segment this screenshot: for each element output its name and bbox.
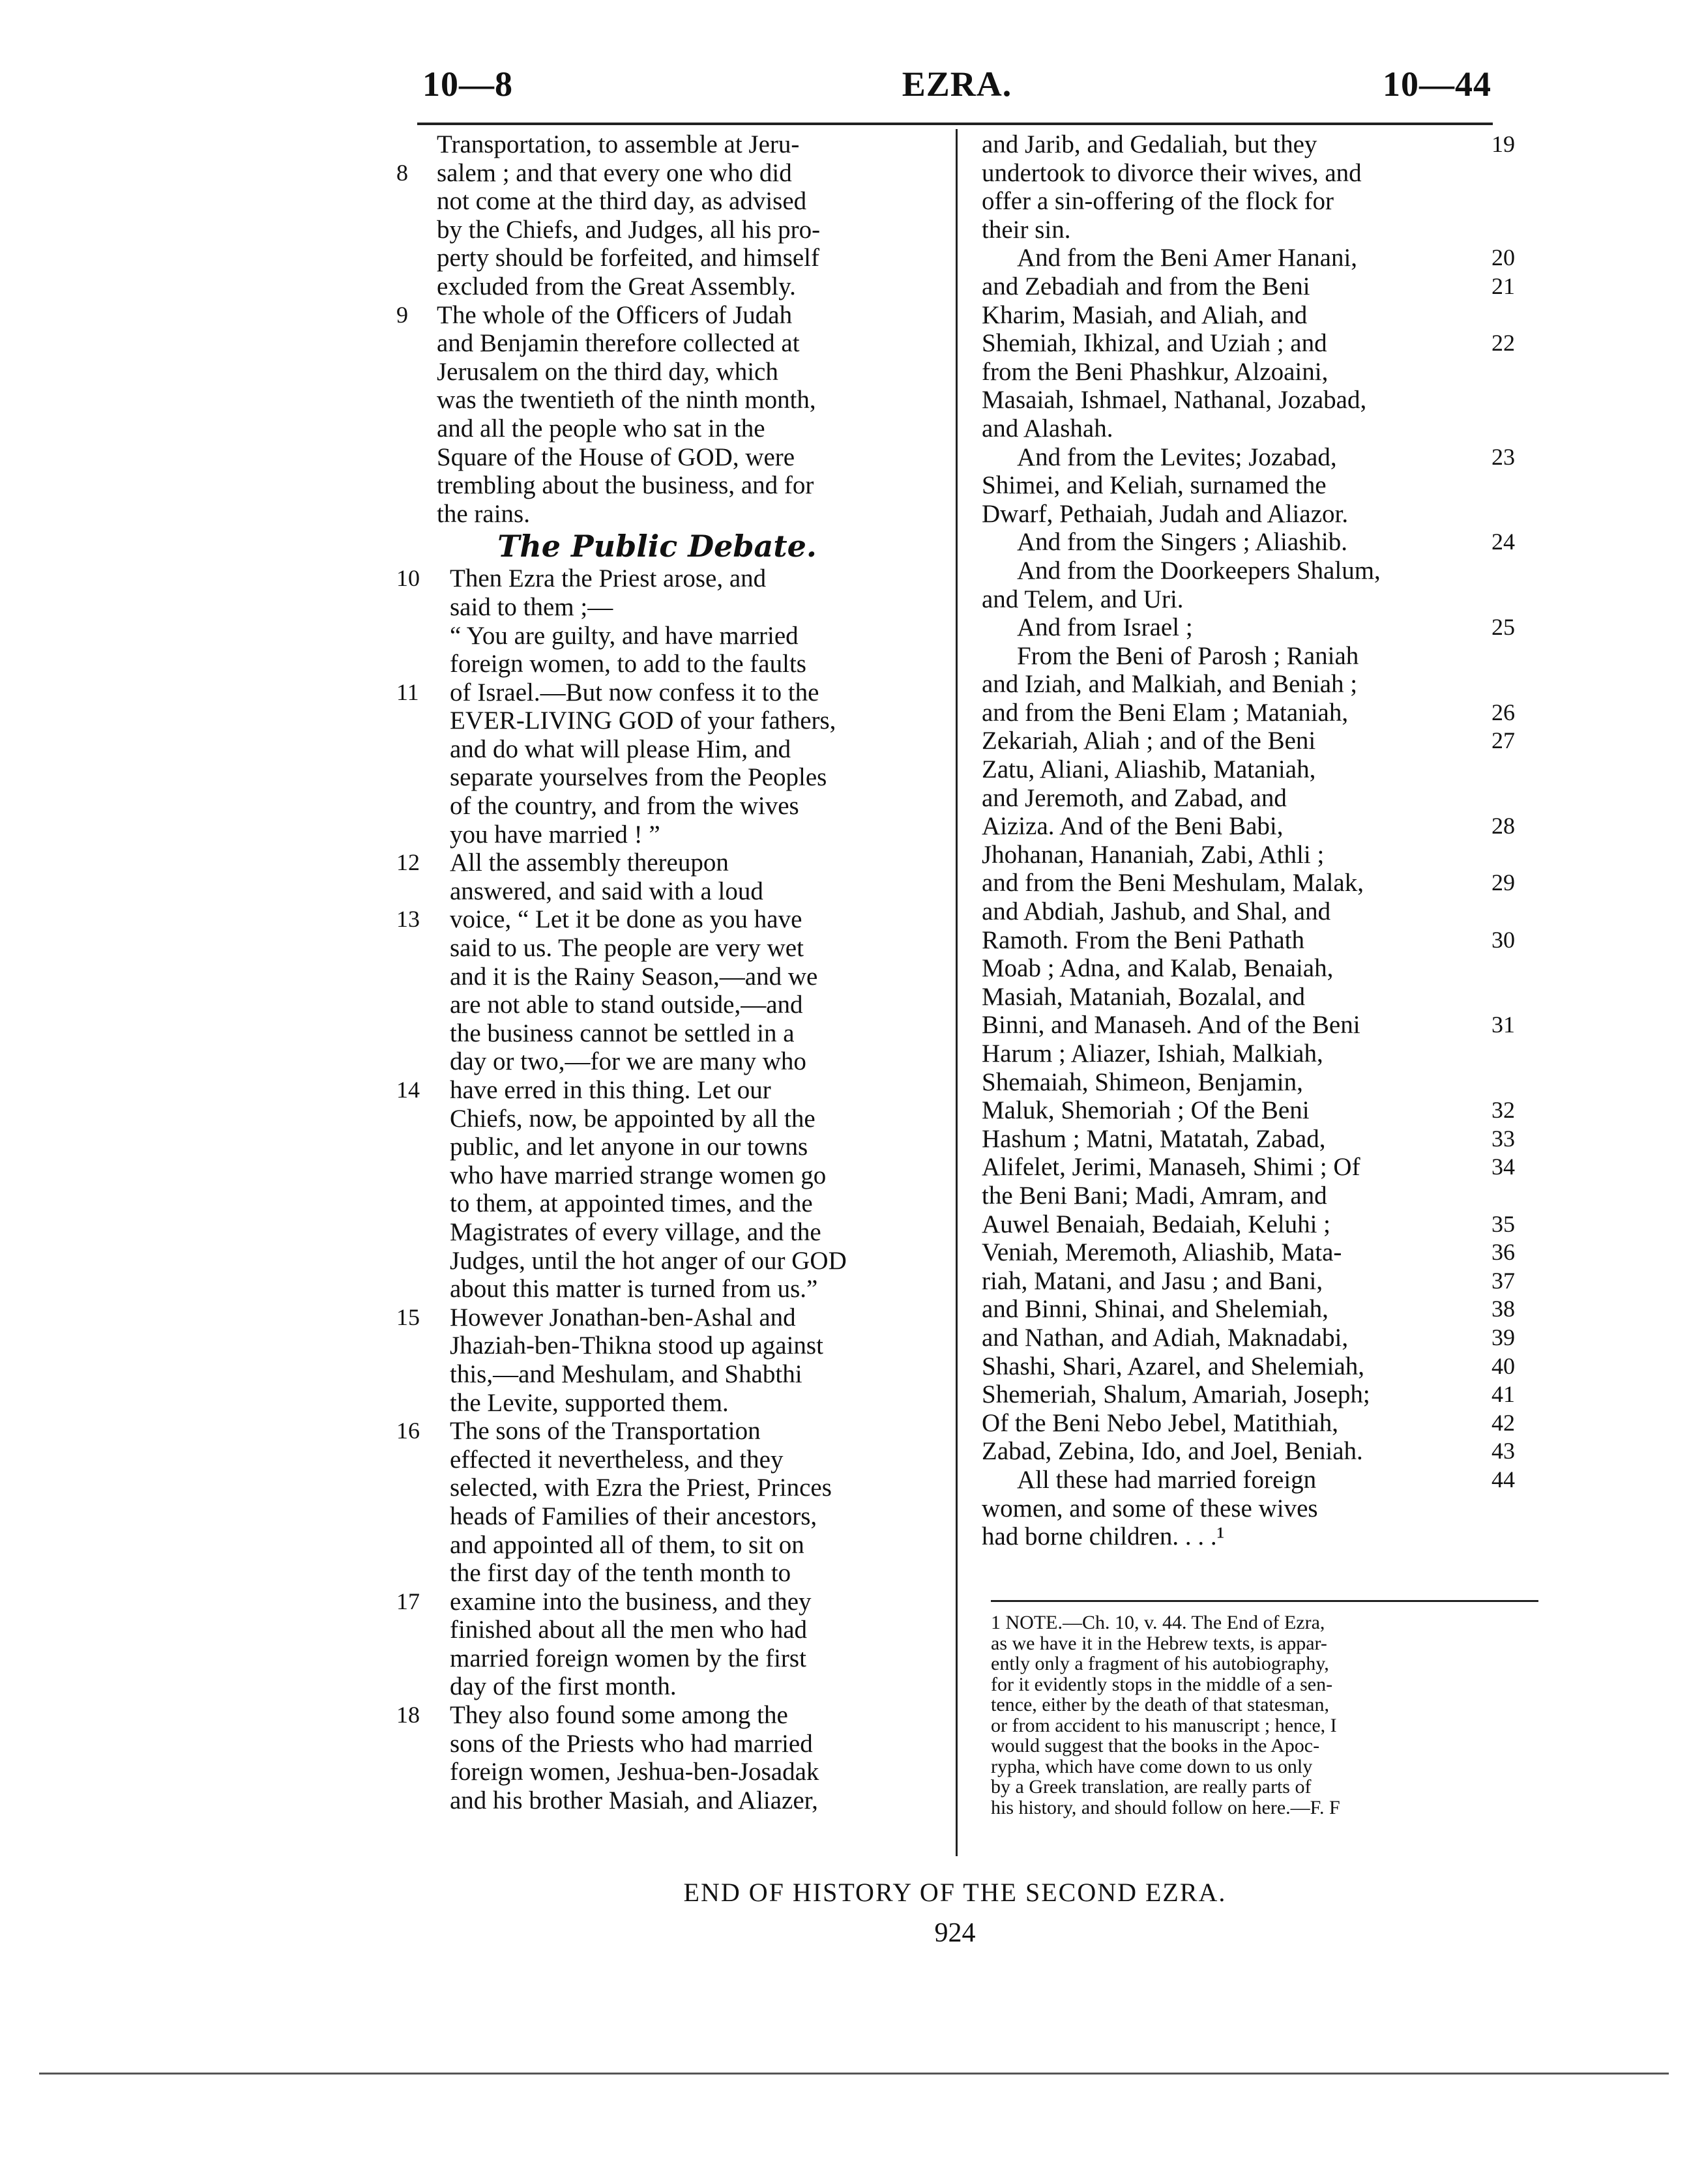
text-line (396, 244, 944, 272)
text-line (396, 1730, 944, 1758)
line-text: was the twentieth of the ninth month, (437, 386, 816, 415)
verse-number: 42 (1491, 1409, 1515, 1436)
line-text: and Binni, Shinai, and Shelemiah, (982, 1295, 1329, 1324)
line-text: the Beni Bani; Madi, Amram, and (982, 1181, 1327, 1210)
text-line (396, 471, 944, 500)
verse-number: 12 (396, 849, 420, 876)
verse-number: 44 (1491, 1466, 1515, 1492)
verse-number: 28 (1491, 813, 1515, 839)
line-text: day or two,—for we are many who (450, 1047, 806, 1076)
text-line (975, 1409, 1536, 1438)
line-text: of Israel.—But now confess it to the (450, 678, 819, 706)
footnote-line: by a Greek translation, are really parts of (991, 1776, 1312, 1798)
verse-number: 34 (1491, 1154, 1515, 1180)
line-text: and Jarib, and Gedaliah, but they (982, 130, 1317, 158)
verse-number: 33 (1491, 1125, 1515, 1152)
text-line (975, 926, 1536, 955)
right-column (975, 130, 1536, 1551)
text-line (975, 1324, 1536, 1352)
verse-number: 9 (396, 301, 408, 328)
line-text: and Alashah. (982, 414, 1113, 443)
text-line (396, 1019, 944, 1048)
text-line (396, 216, 944, 244)
text-line (975, 1380, 1536, 1409)
line-text: EVER-LIVING GOD of your fathers, (450, 706, 836, 735)
text-line (975, 500, 1536, 529)
line-text: and Nathan, and Adiah, Maknadabi, (982, 1323, 1349, 1352)
text-line (396, 706, 944, 735)
line-text: Then Ezra the Priest arose, and (450, 564, 767, 593)
header-rule (417, 123, 1493, 125)
line-text: Shemaiah, Shimeon, Benjamin, (982, 1068, 1303, 1096)
verse-number: 15 (396, 1303, 420, 1330)
line-text: And from the Beni Amer Hanani, (1017, 244, 1358, 272)
text-line (975, 727, 1536, 755)
line-text: excluded from the Great Assembly. (437, 272, 796, 300)
verse-number: 25 (1491, 614, 1515, 641)
line-text: and do what will please Him, and (450, 735, 791, 763)
verse-number: 37 (1491, 1267, 1515, 1294)
line-text: Veniah, Meremoth, Aliashib, Mata- (982, 1238, 1342, 1267)
line-text: They also found some among the (450, 1701, 788, 1730)
verse-number: 19 (1491, 131, 1515, 157)
verse-number: 39 (1491, 1324, 1515, 1350)
text-line (975, 358, 1536, 386)
text-line (396, 1559, 944, 1588)
footnote-line: or from accident to his manuscript ; hence, I (991, 1714, 1337, 1736)
footnote-line: 1 NOTE.—Ch. 10, v. 44. The End of Ezra, (991, 1612, 1325, 1633)
text-line (975, 130, 1536, 159)
line-text: And from Israel ; (1017, 613, 1193, 642)
text-line (975, 699, 1536, 727)
line-text: who have married strange women go (450, 1161, 827, 1189)
text-line (396, 130, 944, 159)
line-text: and Iziah, and Malkiah, and Beniah ; (982, 670, 1358, 699)
line-text: All the assembly thereupon (450, 849, 729, 877)
running-header (422, 64, 1491, 116)
line-text: are not able to stand outside,—and (450, 991, 803, 1019)
verse-number: 18 (396, 1702, 420, 1728)
text-line (975, 812, 1536, 841)
text-line (975, 897, 1536, 926)
line-text: Zabad, Zebina, Ido, and Joel, Beniah. (982, 1437, 1363, 1466)
text-line (396, 1332, 944, 1360)
line-text: have erred in this thing. Let our (450, 1076, 771, 1104)
text-line (975, 1352, 1536, 1381)
line-text: Masaiah, Ishmael, Nathanal, Jozabad, (982, 386, 1367, 415)
line-text: said to us. The people are very wet (450, 934, 804, 963)
text-line (396, 650, 944, 678)
text-line (396, 849, 944, 877)
text-line (396, 329, 944, 358)
line-text: effected it nevertheless, and they (450, 1445, 784, 1474)
text-line (975, 1040, 1536, 1068)
line-text: and it is the Rainy Season,—and we (450, 962, 818, 991)
line-text: perty should be forfeited, and himself (437, 244, 819, 272)
text-line (396, 991, 944, 1019)
line-text: Harum ; Aliazer, Ishiah, Malkiah, (982, 1040, 1323, 1068)
footnote (991, 1612, 1538, 1818)
footnote-line: rypha, which have come down to us only (991, 1755, 1313, 1777)
line-text: and Jeremoth, and Zabad, and (982, 783, 1287, 812)
text-line (975, 1125, 1536, 1154)
verse-number: 36 (1491, 1239, 1515, 1266)
line-text: and Abdiah, Jashub, and Shal, and (982, 897, 1331, 926)
text-line (396, 1303, 944, 1332)
verse-number: 31 (1491, 1012, 1515, 1038)
text-line (975, 1267, 1536, 1296)
line-text: of the country, and from the wives (450, 792, 799, 821)
line-text: Zekariah, Aliah ; and of the Beni (982, 727, 1316, 755)
verse-number: 40 (1491, 1352, 1515, 1379)
text-line (396, 1189, 944, 1218)
line-text: answered, and said with a loud (450, 877, 763, 905)
text-line (396, 622, 944, 650)
text-line (396, 1474, 944, 1502)
line-text: Judges, until the hot anger of our GOD (450, 1246, 847, 1275)
line-text: and appointed all of them, to sit on (450, 1530, 804, 1559)
line-text: you have married ! ” (450, 820, 660, 849)
line-text: separate yourselves from the Peoples (450, 763, 827, 792)
text-line (975, 216, 1536, 244)
line-text: offer a sin-offering of the flock for (982, 187, 1334, 216)
line-text: Binni, and Manaseh. And of the Beni (982, 1011, 1360, 1040)
text-line (975, 1437, 1536, 1466)
line-text: foreign women, to add to the faults (450, 650, 806, 678)
text-line (975, 1011, 1536, 1040)
text-line (975, 755, 1536, 784)
line-text: finished about all the men who had (450, 1616, 808, 1644)
footnote-line: as we have it in the Hebrew texts, is appar- (991, 1632, 1327, 1654)
line-text: riah, Matani, and Jasu ; and Bani, (982, 1266, 1323, 1295)
line-text: Moab ; Adna, and Kalab, Benaiah, (982, 954, 1334, 983)
line-text: had borne children. . . .¹ (982, 1522, 1225, 1551)
text-line (396, 1786, 944, 1815)
text-line (975, 983, 1536, 1012)
verse-number: 13 (396, 906, 420, 933)
text-line (975, 1466, 1536, 1494)
text-line (975, 301, 1536, 330)
line-text: by the Chiefs, and Judges, all his pro- (437, 215, 821, 244)
line-text: the business cannot be settled in a (450, 1019, 795, 1047)
line-text: and from the Beni Elam ; Mataniah, (982, 698, 1349, 727)
text-line (975, 784, 1536, 813)
verse-number: 8 (396, 159, 408, 186)
line-text: sons of the Priests who had married (450, 1729, 813, 1758)
text-line (975, 642, 1536, 671)
column-divider (956, 129, 958, 1856)
line-text: this,—and Meshulam, and Shabthi (450, 1360, 802, 1388)
text-line (396, 187, 944, 216)
text-line (975, 528, 1536, 557)
text-line (975, 1295, 1536, 1324)
text-line (396, 763, 944, 792)
verse-number: 11 (396, 678, 419, 705)
text-line (975, 443, 1536, 472)
text-line (396, 934, 944, 963)
text-line (975, 954, 1536, 983)
line-text: However Jonathan-ben-Ashal and (450, 1303, 796, 1332)
text-line (396, 792, 944, 821)
text-line (396, 1247, 944, 1275)
line-text: voice, “ Let it be done as you have (450, 905, 802, 934)
text-line (396, 386, 944, 415)
text-line (396, 159, 944, 188)
text-line (396, 821, 944, 849)
line-text: Maluk, Shemoriah ; Of the Beni (982, 1096, 1310, 1125)
text-line (975, 1494, 1536, 1523)
line-text: Zatu, Aliani, Aliashib, Mataniah, (982, 755, 1316, 784)
line-text: Masiah, Mataniah, Bozalal, and (982, 982, 1306, 1011)
verse-number: 26 (1491, 699, 1515, 725)
verse-number: 27 (1491, 727, 1515, 754)
text-line (975, 415, 1536, 443)
line-text: examine into the business, and they (450, 1587, 812, 1616)
line-text: From the Beni of Parosh ; Raniah (1017, 641, 1359, 670)
text-line (975, 1153, 1536, 1182)
line-text: the Levite, supported them. (450, 1388, 729, 1417)
footnote-line: tence, either by the death of that statesman, (991, 1694, 1329, 1715)
text-line (396, 1644, 944, 1673)
text-line (975, 1096, 1536, 1125)
text-line (975, 386, 1536, 415)
line-text: selected, with Ezra the Priest, Princes (450, 1474, 832, 1502)
line-text: Dwarf, Pethaiah, Judah and Aliazor. (982, 499, 1349, 528)
text-line (396, 1616, 944, 1644)
line-text: Shemiah, Ikhizal, and Uziah ; and (982, 329, 1327, 358)
text-line (396, 1047, 944, 1076)
line-text: Jhohanan, Hananiah, Zabi, Athli ; (982, 840, 1325, 869)
line-text: not come at the third day, as advised (437, 187, 807, 216)
text-line (975, 670, 1536, 699)
text-line (396, 963, 944, 991)
line-text: The sons of the Transportation (450, 1417, 761, 1446)
text-line (975, 159, 1536, 188)
verse-number: 14 (396, 1077, 420, 1103)
line-text: to them, at appointed times, and the (450, 1189, 813, 1218)
footnote-line: ently only a fragment of his autobiography, (991, 1653, 1329, 1674)
text-line (975, 869, 1536, 897)
text-line (396, 1758, 944, 1786)
text-line (396, 1076, 944, 1105)
text-line (975, 1238, 1536, 1267)
text-line (975, 841, 1536, 869)
footnote-line: his history, and should follow on here.—F. F (991, 1796, 1340, 1818)
footnote-line: would suggest that the books in the Apoc- (991, 1735, 1320, 1756)
line-text: Transportation, to assemble at Jeru- (437, 130, 800, 158)
text-line (975, 471, 1536, 500)
verse-number: 21 (1491, 272, 1515, 299)
line-text: heads of Families of their ancestors, (450, 1502, 817, 1530)
text-line (396, 678, 944, 707)
line-text: Jerusalem on the third day, which (437, 357, 778, 386)
text-line (396, 1417, 944, 1446)
scan-edge-line (39, 2073, 1669, 2075)
verse-number: 35 (1491, 1210, 1515, 1237)
text-line (396, 415, 944, 443)
verse-number: 16 (396, 1418, 420, 1444)
line-text: foreign women, Jeshua-ben-Josadak (450, 1758, 819, 1786)
text-line (975, 244, 1536, 272)
line-text: All these had married foreign (1017, 1465, 1317, 1494)
line-text: Hashum ; Matni, Matatah, Zabad, (982, 1124, 1326, 1153)
line-text: public, and let anyone in our towns (450, 1133, 808, 1161)
line-text: Of the Beni Nebo Jebel, Matithiah, (982, 1408, 1338, 1437)
line-text: Jhaziah-ben-Thikna stood up against (450, 1332, 823, 1360)
line-text: and from the Beni Meshulam, Malak, (982, 869, 1364, 897)
verse-number: 38 (1491, 1296, 1515, 1322)
line-text: Kharim, Masiah, and Aliah, and (982, 300, 1308, 329)
header-verse-range-start: 10—8 (422, 65, 513, 104)
text-line (975, 557, 1536, 585)
text-line (975, 1522, 1536, 1551)
text-line (396, 564, 944, 593)
line-text: the rains. (437, 499, 530, 528)
verse-number: 43 (1491, 1438, 1515, 1464)
text-line (396, 1588, 944, 1616)
text-line (396, 1502, 944, 1531)
line-text: day of the first month. (450, 1672, 677, 1701)
page-number: 924 (934, 1918, 976, 1948)
footnote-rule (991, 1600, 1538, 1602)
line-text: Ramoth. From the Beni Pathath (982, 925, 1305, 954)
text-line (396, 1360, 944, 1389)
text-line (975, 272, 1536, 301)
text-line (975, 187, 1536, 216)
line-text: Shemeriah, Shalum, Amariah, Joseph; (982, 1380, 1370, 1409)
left-column (396, 130, 944, 1814)
section-heading: The Public Debate. (497, 529, 817, 564)
line-text: and Benjamin therefore collected at (437, 329, 800, 358)
text-line (396, 1161, 944, 1190)
text-line (396, 905, 944, 934)
line-text: and Zebadiah and from the Beni (982, 272, 1310, 300)
text-line (396, 1105, 944, 1133)
line-text: And from the Doorkeepers Shalum, (1017, 556, 1381, 585)
line-text: Magistrates of every village, and the (450, 1217, 821, 1246)
line-text: Aiziza. And of the Beni Babi, (982, 812, 1284, 841)
line-text: Chiefs, now, be appointed by all the (450, 1104, 815, 1133)
line-text: Auwel Benaiah, Bedaiah, Keluhi ; (982, 1210, 1331, 1238)
verse-number: 24 (1491, 529, 1515, 555)
verse-number: 29 (1491, 869, 1515, 896)
line-text: and Telem, and Uri. (982, 585, 1184, 613)
line-text: And from the Singers ; Aliashib. (1017, 528, 1347, 557)
line-text: about this matter is turned from us.” (450, 1275, 818, 1303)
verse-number: 32 (1491, 1097, 1515, 1124)
verse-number: 23 (1491, 443, 1515, 470)
header-verse-range-end: 10—44 (1383, 65, 1491, 104)
line-text: their sin. (982, 215, 1071, 244)
text-line (396, 1133, 944, 1161)
text-line (975, 1068, 1536, 1097)
text-line (975, 1210, 1536, 1239)
line-text: Shashi, Shari, Azarel, and Shelemiah, (982, 1352, 1365, 1380)
line-text: and his brother Masiah, and Aliazer, (450, 1786, 818, 1814)
line-text: trembling about the business, and for (437, 471, 814, 500)
header-book-title: EZRA. (902, 65, 1012, 104)
line-text: and all the people who sat in the (437, 414, 765, 443)
text-line (975, 613, 1536, 642)
line-text: married foreign women by the first (450, 1644, 806, 1672)
line-text: The whole of the Officers of Judah (437, 300, 793, 329)
line-text: from the Beni Phashkur, Alzoaini, (982, 357, 1329, 386)
footnote-line: for it evidently stops in the middle of a sen- (991, 1673, 1333, 1695)
text-line (396, 1531, 944, 1560)
text-line (396, 272, 944, 301)
line-text: women, and some of these wives (982, 1494, 1318, 1522)
text-line (396, 1446, 944, 1474)
line-text: “ You are guilty, and have married (450, 621, 799, 650)
text-line (975, 585, 1536, 614)
text-line (396, 1701, 944, 1730)
text-line (396, 1389, 944, 1418)
line-text: salem ; and that every one who did (437, 158, 792, 187)
text-line (396, 735, 944, 764)
line-text: Square of the House of GOD, were (437, 443, 795, 471)
line-text: Shimei, and Keliah, surnamed the (982, 471, 1327, 500)
text-line (396, 593, 944, 622)
text-line (975, 1182, 1536, 1210)
line-text: the first day of the tenth month to (450, 1559, 791, 1588)
text-line (396, 1218, 944, 1247)
verse-number: 10 (396, 565, 420, 592)
text-line (396, 877, 944, 906)
verse-number: 17 (396, 1588, 420, 1614)
line-text: And from the Levites; Jozabad, (1017, 443, 1337, 471)
end-of-history-line: END OF HISTORY OF THE SECOND EZRA. (683, 1878, 1227, 1907)
verse-number: 41 (1491, 1381, 1515, 1408)
text-line (396, 1275, 944, 1303)
text-line (396, 443, 944, 472)
verse-number: 22 (1491, 330, 1515, 357)
verse-number: 20 (1491, 244, 1515, 271)
text-line (975, 329, 1536, 358)
verse-number: 30 (1491, 926, 1515, 953)
text-line (396, 358, 944, 386)
line-text: said to them ;— (450, 592, 613, 621)
text-line (396, 301, 944, 330)
line-text: undertook to divorce their wives, and (982, 158, 1362, 187)
text-line (396, 1672, 944, 1701)
text-line (396, 500, 944, 529)
line-text: Alifelet, Jerimi, Manaseh, Shimi ; Of (982, 1153, 1360, 1182)
